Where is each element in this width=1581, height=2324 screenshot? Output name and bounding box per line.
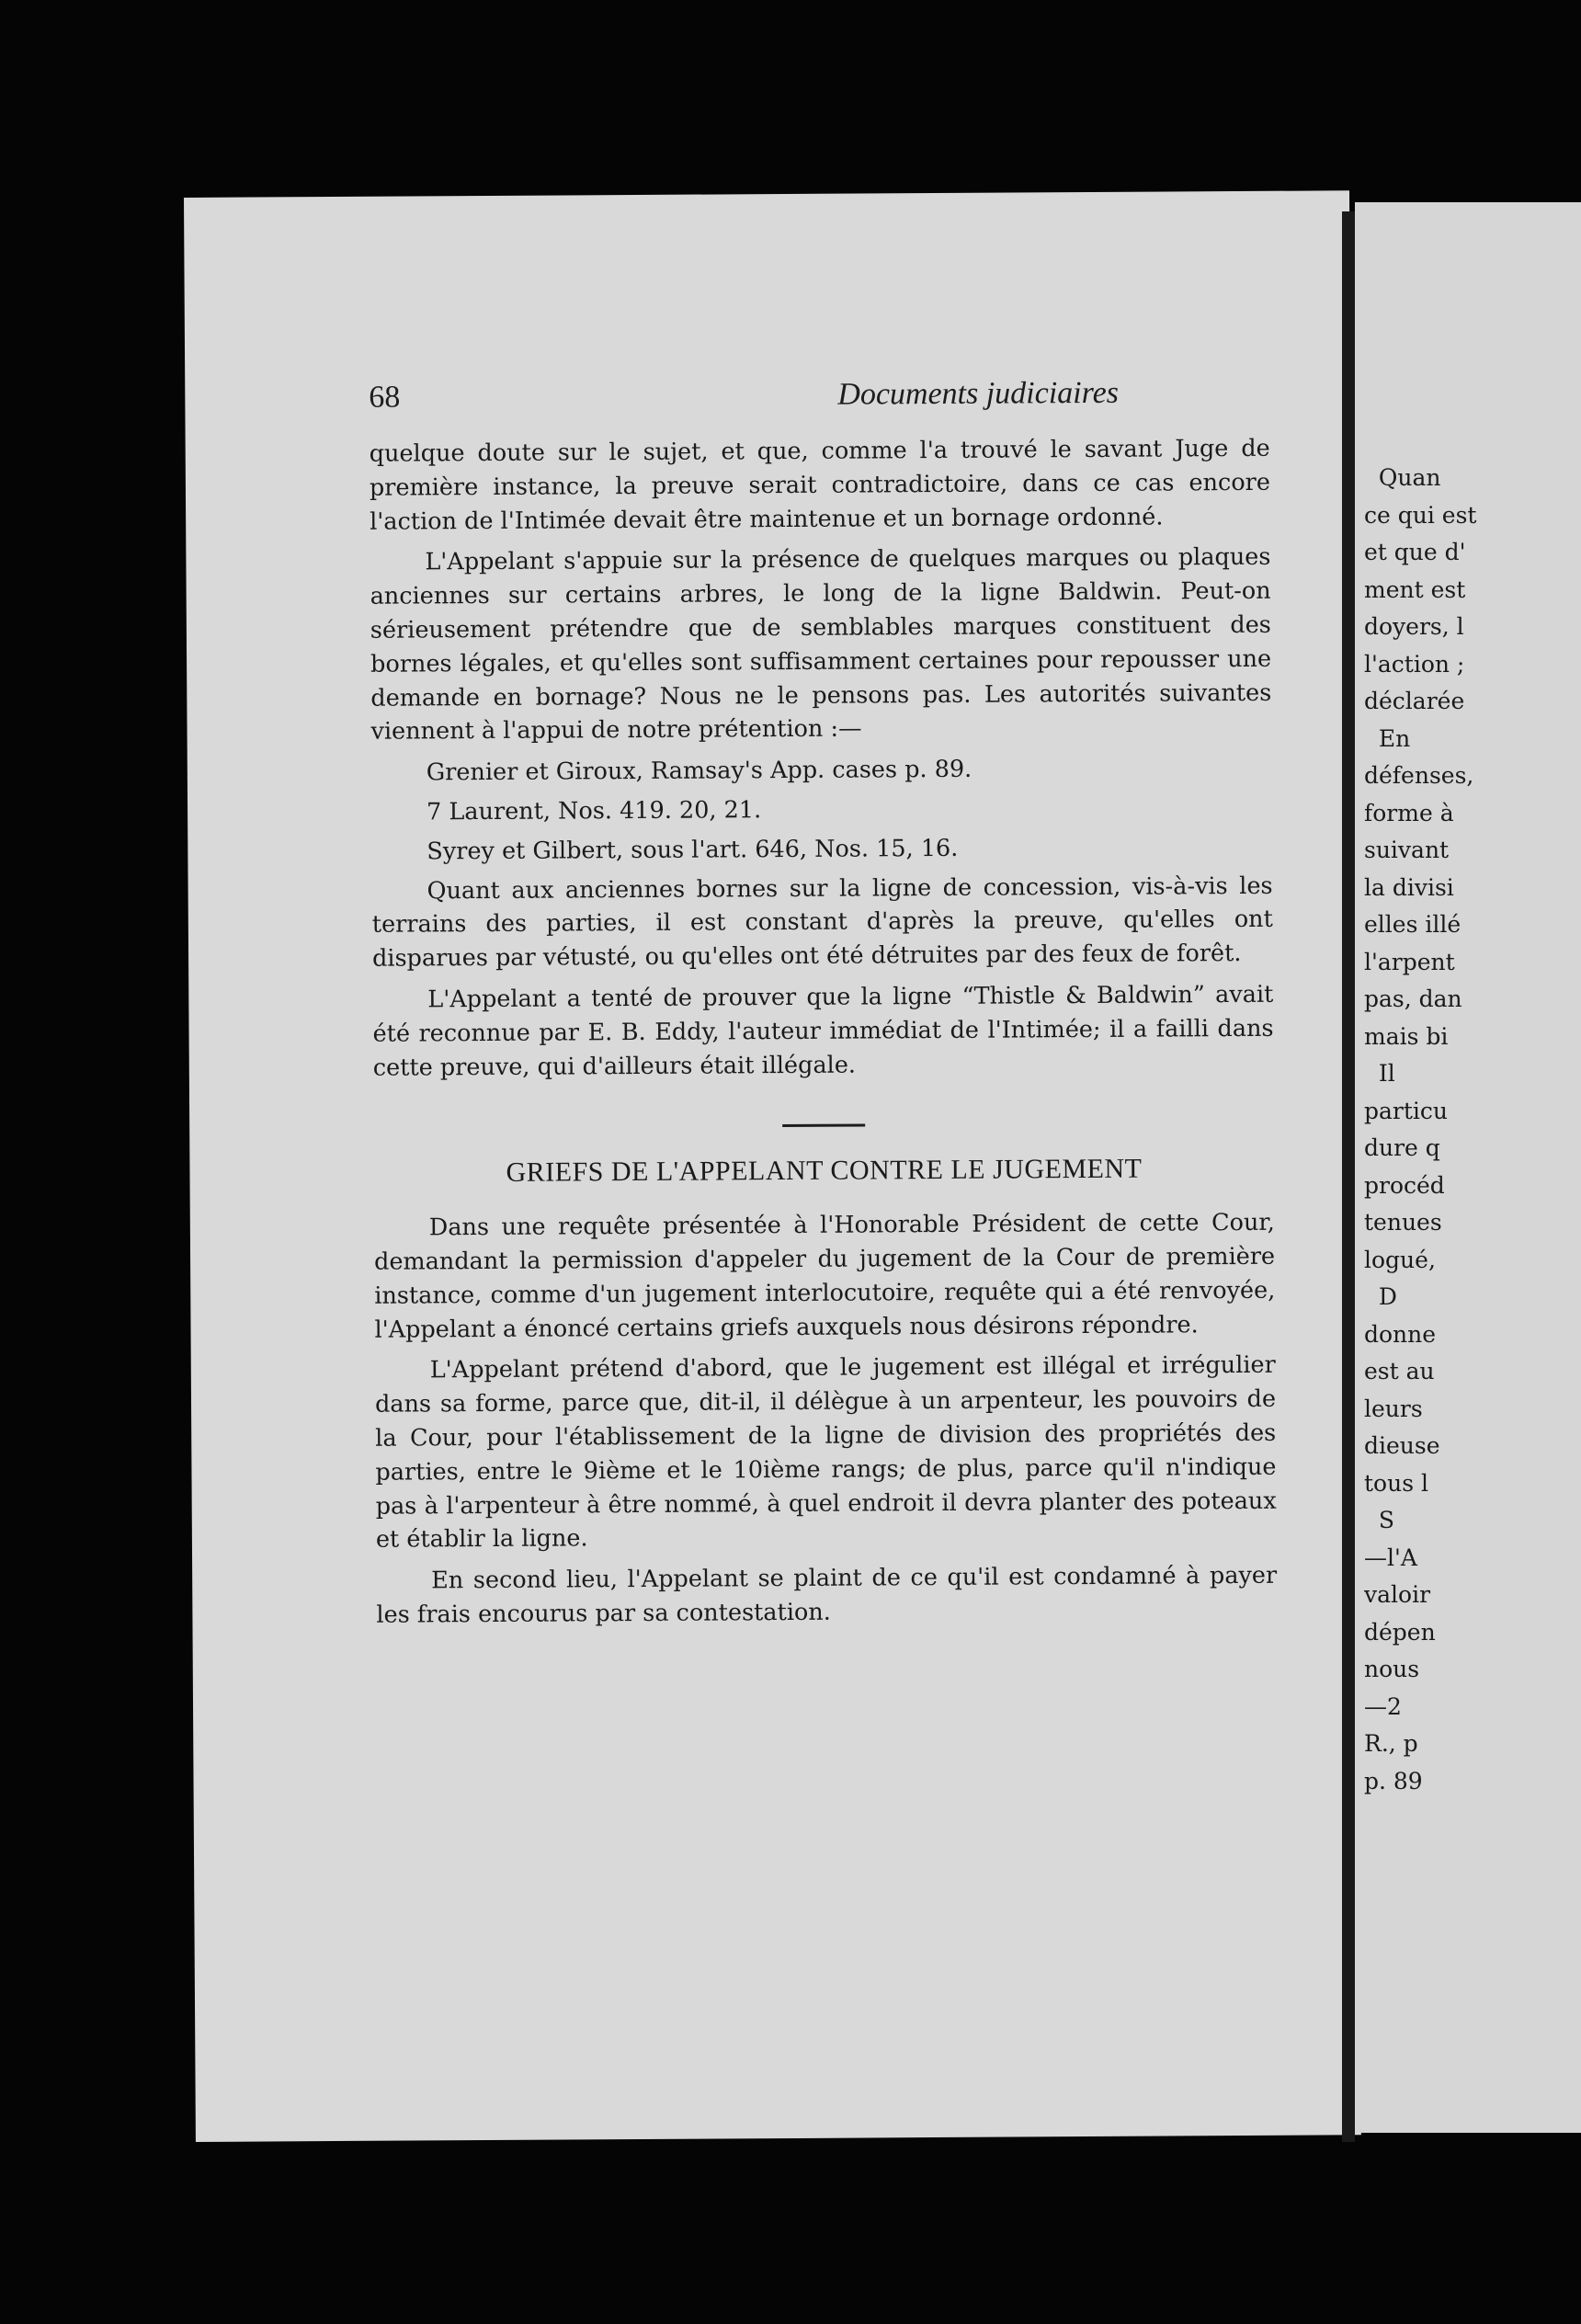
right-page-line: —l'A xyxy=(1364,1544,1417,1571)
paragraph: En second lieu, l'Appelant se plaint de ce qu'il est condamné à payer les frais encourus par sa contestation. xyxy=(376,1561,1278,1629)
body-text xyxy=(370,432,1278,1640)
reference: Syrey et Gilbert, sous l'art. 646, Nos. 15, 16. xyxy=(427,834,959,866)
left-page xyxy=(184,190,1361,2142)
right-page-line: nous xyxy=(1364,1656,1420,1682)
paragraph: L'Appelant prétend d'abord, que le jugement est illégal et irrégulier dans sa forme, parce que, dit-il, il délègue à un arpenteur, les pouvoirs de la Cour, pour l'établissement de la ligne de division des propriétés des parties, entre le 9ième et le 10ième rangs; de plus, parce qu'il n'indique pas à l'arpenteur à être nommé, à quel endroit il devra planter des poteaux et établir la ligne. xyxy=(374,1351,1277,1555)
right-page-line: suivant xyxy=(1364,837,1450,863)
right-page-line: ce qui est xyxy=(1364,501,1477,529)
right-page-line: est au xyxy=(1364,1358,1435,1384)
right-page-line: la divisi xyxy=(1364,873,1454,901)
right-page-line: leurs xyxy=(1364,1395,1423,1422)
right-page-line: l'arpent xyxy=(1364,948,1455,975)
paragraph: Dans une requête présentée à l'Honorable Président de cette Cour, demandant la permission d'appeler du jugement de la Cour de première instance, comme d'un jugement interlocutoire, requête qui a été renvoyée, l'Appelant a énoncé certains griefs auxquels nous désirons répondre. xyxy=(373,1208,1276,1344)
right-page-line: p. 89 xyxy=(1364,1767,1423,1794)
right-page-line: particu xyxy=(1364,1097,1449,1124)
right-page xyxy=(1355,202,1581,2133)
right-page-line: mais bi xyxy=(1364,1022,1449,1050)
paragraph: L'Appelant s'appuie sur la présence de quelques marques ou plaques anciennes sur certains arbres, le long de la ligne Baldwin. Peut-on sérieusement prétendre que de semblables marques constituent des bornes légales, et qu'elles sont suffisamment certaines pour repousser une demande en bornage? Nous ne le pensons pas. Les autorités suivantes viennent à l'appui de notre prétention :— xyxy=(370,543,1272,746)
page-header xyxy=(369,374,1350,436)
right-page-line: valoir xyxy=(1364,1581,1431,1608)
section-rule xyxy=(782,1124,865,1128)
reference: Grenier et Giroux, Ramsay's App. cases p. 89. xyxy=(426,755,972,787)
paragraph: quelque doute sur le sujet, et que, comme l'a trouvé le savant Juge de première instance, la preuve serait contradictoire, dans ce cas encore l'action de l'Intimée devait être maintenue et un bornage ordonné. xyxy=(369,434,1271,536)
right-page-line: tous l xyxy=(1364,1469,1428,1497)
paragraph: Quant aux anciennes bornes sur la ligne de concession, vis-à-vis les terrains des parties, il est constant d'après la preuve, qu'elles ont disparues par vétusté, ou qu'elles ont été détruites par des feux de forêt. xyxy=(371,872,1273,973)
right-page-line: R., p xyxy=(1364,1730,1418,1757)
right-page-line: D xyxy=(1364,1283,1397,1310)
right-page-line: ment est xyxy=(1364,575,1466,603)
section-heading: GRIEFS DE L'APPELANT CONTRE LE JUGEMENT xyxy=(506,1153,1143,1189)
right-page-line: défenses, xyxy=(1364,762,1474,789)
right-page-line: donne xyxy=(1364,1320,1437,1348)
right-page-line: —2 xyxy=(1364,1692,1402,1720)
right-page-text xyxy=(1364,460,1581,1800)
right-page-line: déclarée xyxy=(1364,688,1465,714)
right-page-line: et que d' xyxy=(1364,539,1466,565)
right-page-line: dépen xyxy=(1364,1618,1436,1646)
right-page-line: dure q xyxy=(1364,1134,1440,1161)
right-page-line: S xyxy=(1364,1507,1395,1533)
right-page-line: elles illé xyxy=(1364,911,1462,938)
right-page-line: l'action ; xyxy=(1364,650,1465,678)
right-page-line: Quan xyxy=(1364,464,1441,491)
right-page-line: procéd xyxy=(1364,1171,1445,1199)
paragraph: L'Appelant a tenté de prouver que la ligne “Thistle & Baldwin” avait été reconnue par E. B. Eddy, l'auteur immédiat de l'Intimée; il a failli dans cette preuve, qui d'ailleurs était illégale. xyxy=(372,980,1274,1082)
right-page-line: pas, dan xyxy=(1364,985,1462,1012)
right-page-line: forme à xyxy=(1364,799,1454,826)
right-page-line: tenues xyxy=(1364,1209,1442,1236)
right-page-line: Il xyxy=(1364,1060,1395,1087)
right-page-line: En xyxy=(1364,724,1411,752)
right-page-line: doyers, l xyxy=(1364,613,1464,640)
reference: 7 Laurent, Nos. 419. 20, 21. xyxy=(426,796,762,826)
right-page-line: dieuse xyxy=(1364,1432,1440,1459)
book-gutter xyxy=(1342,211,1355,2142)
running-head: Documents judiciaires xyxy=(837,375,1120,412)
right-page-line: logué, xyxy=(1364,1246,1436,1273)
page-number: 68 xyxy=(369,380,401,415)
